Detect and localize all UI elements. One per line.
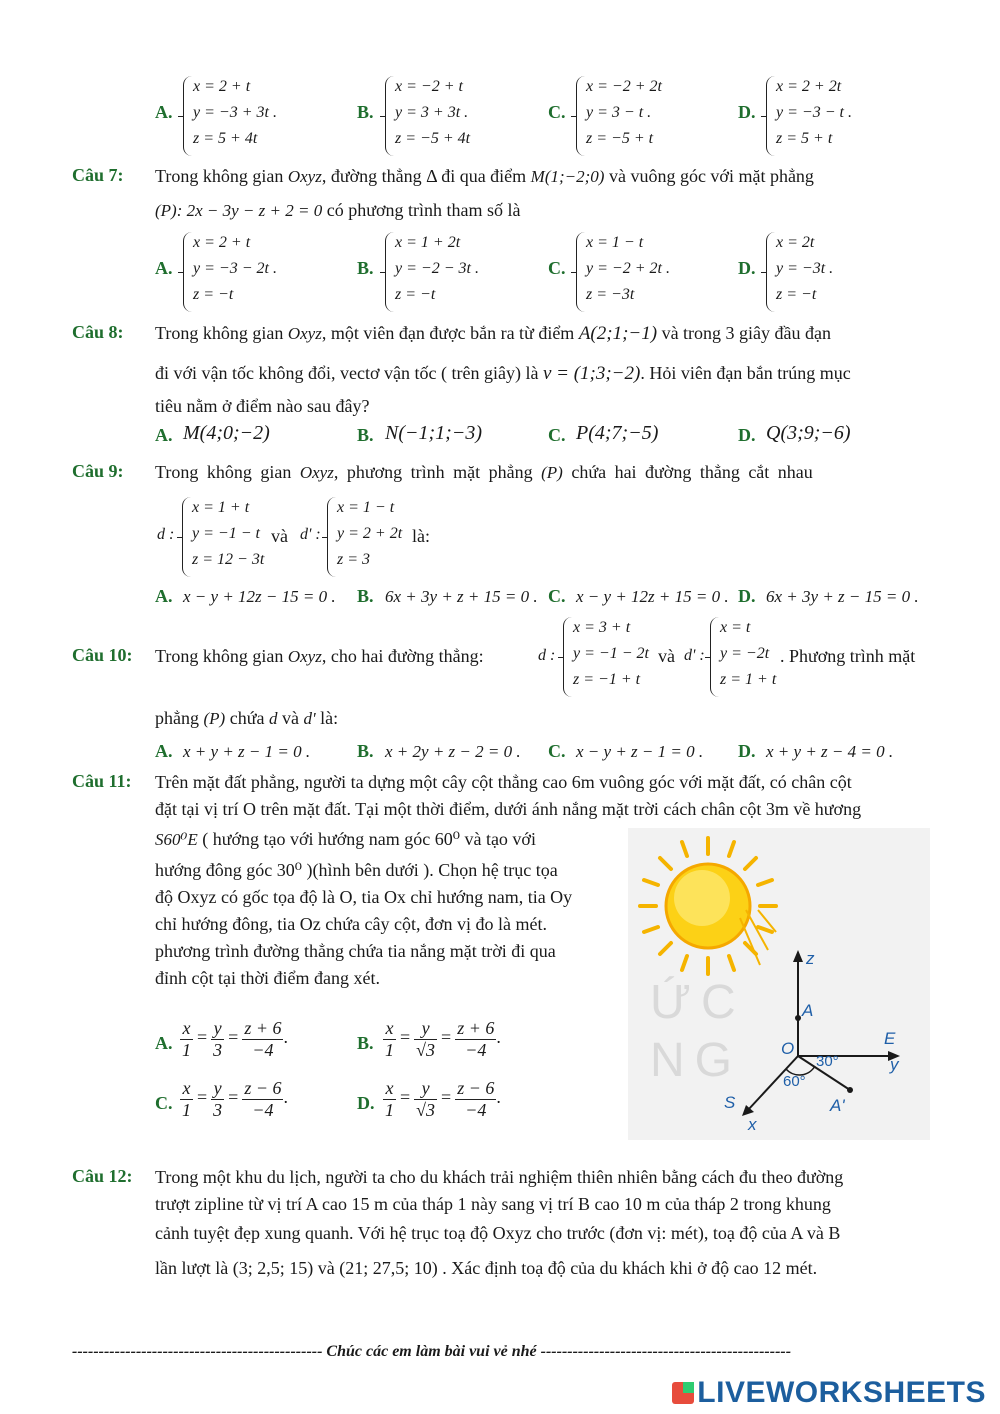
point-a-prime [847,1087,853,1093]
q11-option-b: $\frac{x}{1}$ = $\frac{y}{√3}$ = $\frac{z + 6}{-4}$ . [385,1018,501,1060]
q9-option-a: x − y + 12z − 15 = 0 . [183,587,336,606]
option-d-label: D. [738,258,756,278]
option-c-label: C. [548,258,566,278]
label-a-prime: A' [830,1096,845,1115]
label-e: E [884,1029,896,1048]
option-a-label: A. [155,586,173,606]
option-c-label: C. [548,741,566,761]
q8-option-b: N(−1;1;−3) [385,422,482,444]
angle-60-label: 60° [783,1073,806,1090]
option-d-label: D. [357,1093,375,1113]
footer-message: ----------------------------------------------- Chúc các em làm bài vui vẻ nhé ----------------------------------------------- [72,1343,792,1360]
option-d-label: D. [738,102,756,122]
liveworksheets-logo: LIVEWORKSHEETS [672,1376,986,1410]
label-a: A [802,1001,814,1020]
option-d-label: D. [738,586,756,606]
q9-option-d: 6x + 3y + z − 15 = 0 . [766,587,919,606]
option-c-label: C. [548,425,566,445]
sunlight-figure [628,828,930,1140]
question-9-label: Câu 9: [72,461,124,481]
q7-option-b-system: x = 1 + 2t y = −2 − 3t . z = −t [385,232,505,312]
question-9-line-1: Trong không gian Oxyz, phương trình mặt phẳng (P) chứa hai đường thẳng cắt nhau [155,462,813,482]
question-8-line-1: Trong không gian Oxyz, một viên đạn được bắn ra từ điểm A(2;1;−1) và trong 3 giây đầu đạn [155,323,832,344]
question-11-line-4: hướng đông góc 30⁰ )(hình bên dưới ). Chọn hệ trục tọa [155,860,558,880]
option-c-label: C. [548,102,566,122]
angle-30-label: 30° [816,1053,839,1070]
option-a-label: A. [155,258,173,278]
q9-va: và [271,526,288,546]
question-11-label: Câu 11: [72,771,132,791]
question-11-line-7: phương trình đường thẳng chứa tia nắng mặt trời đi qua [155,941,556,961]
q11-option-a: $\frac{x}{1}$ = $\frac{y}{3}$ = $\frac{z + 6}{-4}$ . [182,1018,288,1060]
question-11-line-8: đỉnh cột tại thời điểm đang xét. [155,968,380,988]
label-z: z [806,949,815,968]
question-11-line-3: S60⁰E ( hướng tạo với hướng nam góc 60⁰ và tạo với [155,829,536,849]
question-11-line-6: chỉ hướng đông, tia Oz chứa cây cột, đơn vị đo là mét. [155,914,547,934]
q10-d2-name: d' : [684,647,705,664]
option-b-label: B. [357,258,374,278]
q7-option-a-system: x = 2 + t y = −3 − 2t . z = −t [183,232,303,312]
q6-option-a-system: x = 2 + t y = −3 + 3t . z = 5 + 4t [183,76,303,156]
label-o: O [781,1039,795,1058]
option-b-label: B. [357,586,374,606]
question-12-line-4: lần lượt là (3; 2,5; 15) và (21; 27,5; 10) . Xác định toạ độ của du khách khi ở độ cao 12 mét. [155,1258,818,1278]
label-y: y [890,1055,899,1074]
option-a-label: A. [155,1033,173,1053]
watermark-text-2: NG [650,1034,742,1087]
q9-line-d2-system: x = 1 − t y = 2 + 2t z = 3 [327,497,412,577]
q10-line-1-end: . Phương trình mặt [780,646,916,666]
question-8-label: Câu 8: [72,322,124,342]
option-b-label: B. [357,1033,374,1053]
question-8-line-2: đi với vận tốc không đổi, vectơ vận tốc ( trên giây) là v = (1;3;−2). Hỏi viên đạn bắn trúng mục [155,363,851,384]
q7-option-d-system: x = 2t y = −3t . z = −t [766,232,886,312]
q10-line-d-system: x = 3 + t y = −1 − 2t z = −1 + t [563,617,658,697]
option-a-label: A. [155,425,173,445]
q10-d-name: d : [538,647,556,664]
q8-option-c: P(4;7;−5) [576,422,659,444]
q9-line-d-system: x = 1 + t y = −1 − t z = 12 − 3t [182,497,277,577]
question-7-line-1: Trong không gian Oxyz, đường thẳng Δ đi qua điểm M(1;−2;0) và vuông góc với mặt phẳng [155,166,814,186]
question-12-line-3: cảnh tuyệt đẹp xung quanh. Với hệ trục toạ độ Oxyz cho trước (đơn vị: mét), toạ độ của A và B [155,1223,841,1243]
q8-option-d: Q(3;9;−6) [766,422,851,444]
question-11-line-2: đặt tại vị trí O trên mặt đất. Tại một thời điểm, dưới ánh nắng mặt trời cách chân cột 3m về hương [155,799,862,819]
q10-line-d2-system: x = t y = −2t z = 1 + t [710,617,785,697]
question-10-label: Câu 10: [72,645,133,665]
sunlight-figure-svg [628,828,930,1140]
question-12-label: Câu 12: [72,1166,133,1186]
q9-option-c: x − y + 12z + 15 = 0 . [576,587,729,606]
q6-option-b-system: x = −2 + t y = 3 + 3t . z = −5 + 4t [385,76,505,156]
point-a [795,1015,801,1021]
question-11-line-5: độ Oxyz có gốc tọa độ là O, tia Ox chỉ hướng nam, tia Oy [155,887,573,907]
option-b-label: B. [357,425,374,445]
q11-option-c: $\frac{x}{1}$ = $\frac{y}{3}$ = $\frac{z - 6}{-4}$ . [182,1078,288,1120]
q10-option-c: x − y + z − 1 = 0 . [576,742,704,761]
q9-option-b: 6x + 3y + z + 15 = 0 . [385,587,538,606]
question-11-line-1: Trên mặt đất phẳng, người ta dựng một cây cột thẳng cao 6m vuông góc với mặt đất, có chân cột [155,772,852,792]
option-a-label: A. [155,102,173,122]
q6-option-d-system: x = 2 + 2t y = −3 − t . z = 5 + t [766,76,886,156]
option-b-label: B. [357,102,374,122]
watermark-text-1: ỨC [650,976,746,1029]
q10-option-b: x + 2y + z − 2 = 0 . [385,742,521,761]
question-12-line-2: trượt zipline từ vị trí A cao 15 m của tháp 1 này sang vị trí B cao 10 m của tháp 2 trong khung [155,1194,831,1214]
q8-option-a: M(4;0;−2) [183,422,270,444]
label-x: x [748,1115,757,1134]
q11-option-d: $\frac{x}{1}$ = $\frac{y}{√3}$ = $\frac{z - 6}{-4}$ . [385,1078,501,1120]
liveworksheets-logo-icon [672,1382,694,1404]
question-7-label: Câu 7: [72,165,124,185]
option-d-label: D. [738,741,756,761]
option-c-label: C. [155,1093,173,1113]
question-10-line-2: phẳng (P) chứa d và d' là: [155,708,339,728]
option-c-label: C. [548,586,566,606]
q10-option-d: x + y + z − 4 = 0 . [766,742,894,761]
q10-option-a: x + y + z − 1 = 0 . [183,742,311,761]
q7-option-c-system: x = 1 − t y = −2 + 2t . z = −3t [576,232,696,312]
question-12-line-1: Trong một khu du lịch, người ta cho du khách trải nghiệm thiên nhiên bằng cách đu theo đường [155,1167,844,1187]
question-7-line-2: (P): 2x − 3y − z + 2 = 0 có phương trình tham số là [155,200,521,220]
q6-option-c-system: x = −2 + 2t y = 3 − t . z = −5 + t [576,76,696,156]
q9-d-name: d : [157,526,175,543]
option-d-label: D. [738,425,756,445]
label-s: S [724,1093,736,1112]
q10-va: và [658,646,675,666]
q9-la: là: [412,526,430,546]
option-a-label: A. [155,741,173,761]
question-8-line-3: tiêu nằm ở điểm nào sau đây? [155,396,370,416]
question-10-line-1: Trong không gian Oxyz, cho hai đường thẳng: [155,646,484,666]
option-b-label: B. [357,741,374,761]
q9-d2-name: d' : [300,526,321,543]
